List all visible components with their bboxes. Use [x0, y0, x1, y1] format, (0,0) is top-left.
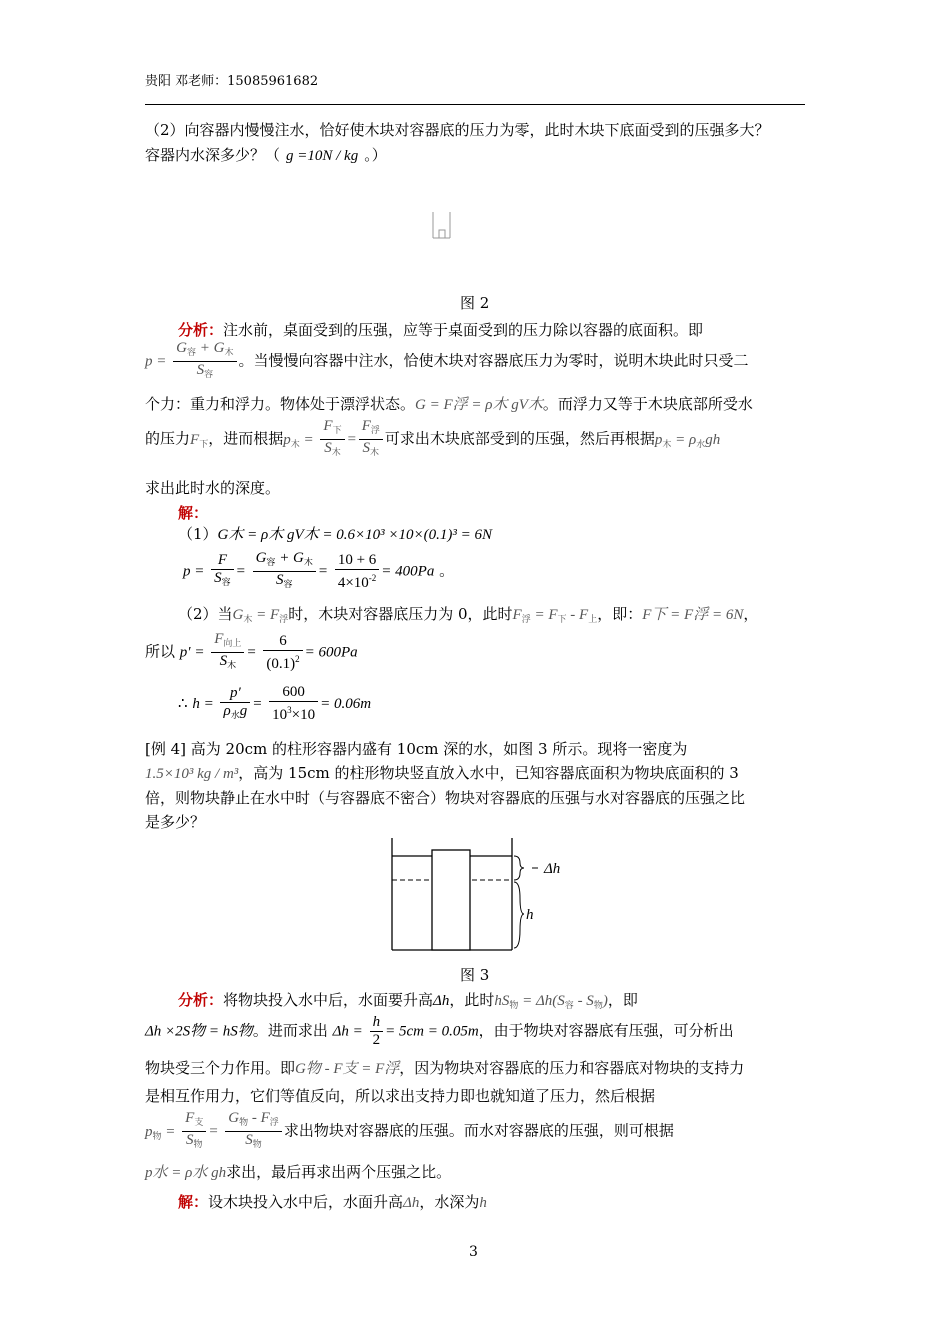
analysis2-line2: Δh ×2S物 = hS物。进而求出 Δh = $\frac{h}{2}$ = 5cm = 0.05m，由于物块对容器底有压强，可分析出: [145, 1014, 734, 1048]
solution1-step3: （2）当$G_木 = F_浮$时，木块对容器底压力为 0，此时$F_浮 = F_下 - F_上$，即：F下 = F浮 = 6N，: [178, 605, 759, 624]
fig3-brace-dh: [514, 856, 524, 880]
figure-3: [380, 838, 580, 958]
fig3-brace-h: [514, 882, 524, 948]
analysis2-line6: p水 = ρ水 gh求出，最后再求出两个压强之比。: [145, 1163, 452, 1181]
example4-line2: 1.5×10³ kg / m³，高为 15cm 的柱形物块竖直放入水中，已知容器底面积为物块底面积的 3: [145, 764, 739, 782]
fig3-label-dh: Δh: [544, 861, 561, 877]
analysis1-line1: 分析：注水前，桌面受到的压强，应等于桌面受到的压力除以容器的底面积。即: [178, 321, 704, 339]
analysis1-line3: 个力：重力和浮力。物体处于漂浮状态。G = F浮 = ρ木 gV木。而浮力又等于木块底部所受水: [145, 395, 753, 413]
solution2-line: 解：设木块投入水中后，水面升高Δh，水深为h: [178, 1193, 487, 1211]
analysis2-line1: 分析：将物块投入水中后，水面要升高Δh，此时$hS_物 = \Delta h(S_容 - S_物)$，即: [178, 991, 638, 1010]
fig2-caption: 图 2: [460, 294, 490, 312]
solution1-step2: p = $\frac{F}{S_容}$ = $\frac{G_容 + G_木}{S_容}$ = $\frac{10 + 6}{4\times 10^{-2}}$ = 400Pa 。: [183, 550, 455, 591]
solution1-step5: ∴ h = $\frac{p'}{\rho_水g}$ = $\frac{600}{10^3\times 10}$ = 0.06m: [178, 684, 372, 723]
q2-line1: （2）向容器内慢慢注水，恰好使木块对容器底的压力为零，此时木块下底面受到的压强多大？: [145, 121, 770, 139]
page-number: 3: [469, 1244, 478, 1260]
analysis2-line3: 物块受三个力作用。即G物 - F支 = F浮，因为物块对容器底的压力和容器底对物块的支持力: [145, 1059, 745, 1077]
fig2-block: [439, 230, 445, 238]
analysis2-line4: 是相互作用力，它们等值反向，所以求出支持力即也就知道了压力，然后根据: [145, 1087, 656, 1105]
formula-p-fraction: $\frac{G_容 + G_木}{S_容}$: [173, 340, 236, 383]
header-rule: [145, 104, 805, 105]
solution1-label: 解：: [178, 504, 209, 522]
figure-2: [430, 210, 454, 240]
analysis2-line5: $p_物$ = $\frac{F_支}{S_物}$ = $\frac{G_物 - F_浮}{S_物}$ 求出物块对容器底的压强。而水对容器底的压强，则可根据: [145, 1110, 674, 1149]
fig3-label-h: h: [526, 907, 534, 923]
example4-line1: [例 4] 高为 20cm 的柱形容器内盛有 10cm 深的水，如图 3 所示。现将一密度为: [145, 740, 688, 758]
analysis1-line4: 的压力$F_下$，进而根据$p_木$ = $\frac{F_下}{S_木}$ = $\frac{F_浮}{S_木}$ 可求出木块底部受到的压强，然后再根据$p_木 = \rho_水gh$: [145, 418, 721, 457]
solution1-step1: （1）G木 = ρ木 gV木 = 0.6×10³ ×10×(0.1)³ = 6N: [178, 525, 492, 543]
fig3-caption: 图 3: [460, 966, 490, 984]
q2-line2: 容器内水深多少？（ g =10N / kg 。）: [145, 146, 387, 164]
solution1-step4: 所以 p′ = $\frac{F_{向上}}{S_木}$ = $\frac{6}{(0.1)^2}$ = 600Pa: [145, 631, 358, 672]
analysis1-line5: 求出此时水的深度。: [145, 479, 281, 497]
example4-line3: 倍，则物块静止在水中时（与容器底不密合）物块对容器底的压强与水对容器底的压强之比: [145, 789, 746, 807]
example4-line4: 是多少？: [145, 813, 206, 831]
analysis1-line2: p = $\frac{G_容 + G_木}{S_容}$ 。当慢慢向容器中注水，恰使木块对容器底压力为零时，说明木块此时只受二: [145, 340, 749, 383]
header-contact: 贵阳 邓老师：15085961682: [145, 74, 319, 89]
fig3-block: [432, 850, 470, 950]
